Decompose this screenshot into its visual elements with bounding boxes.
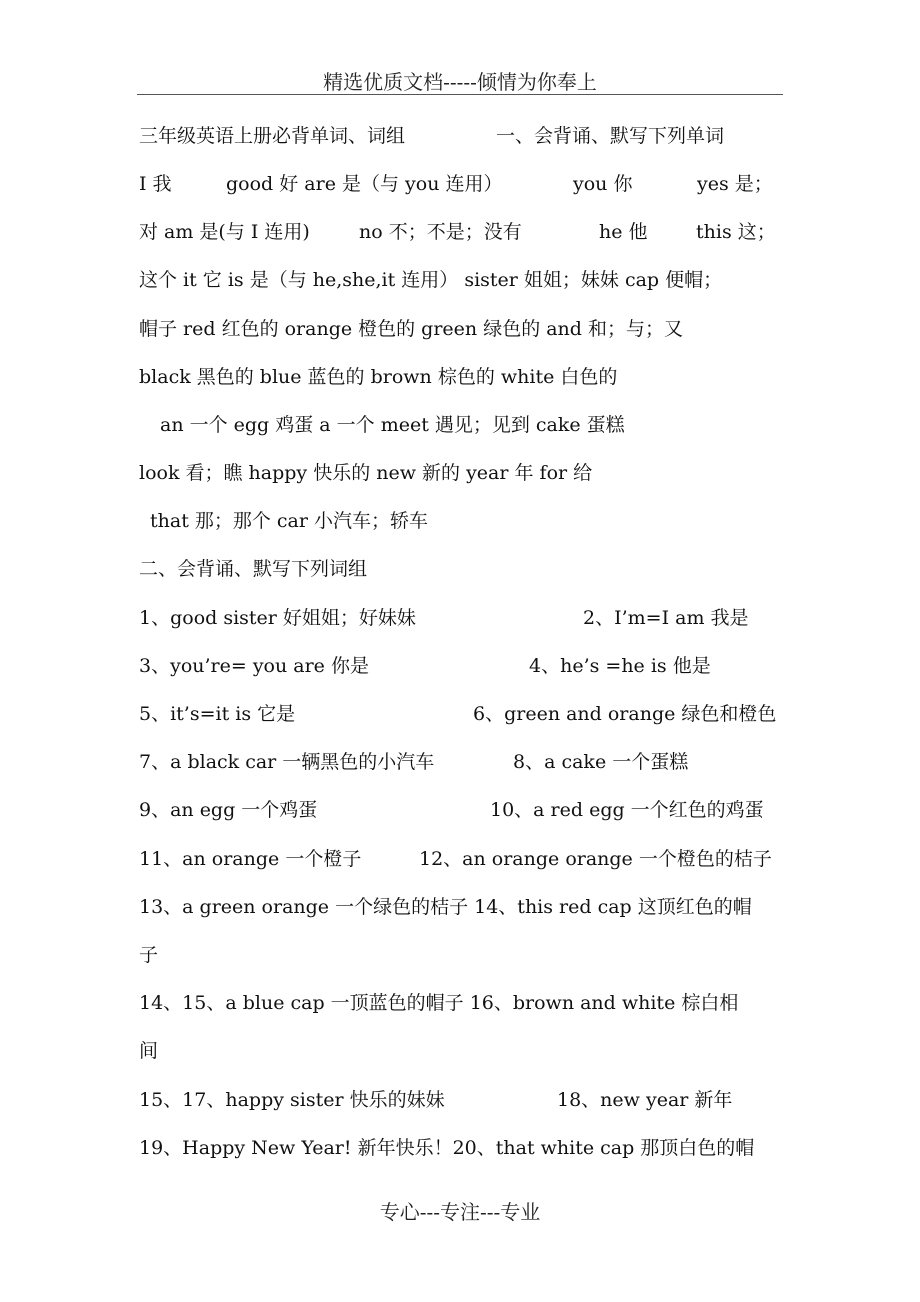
phrase-line-8-cont [139,1031,799,1071]
word-line-8 [139,501,799,541]
word-entry: 对 am 是(与 I 连用) [139,221,310,243]
phrase-entry: 5、it’s=it is 它是 [139,703,296,725]
phrase-entry: 8、a cake 一个蛋糕 [513,751,689,773]
phrase-line-9 [139,1080,799,1120]
phrase-entry: 12、an orange orange 一个橙色的桔子 [419,848,772,870]
section2-line [139,549,799,589]
phrase-line-3 [139,694,799,734]
word-entry: 这个 it 它 is 是（与 he,she,it 连用） sister 姐姐；妹妹 cap 便帽； [139,269,723,291]
phrase-entry: 6、green and orange 绿色和橙色 [473,703,777,725]
word-entry: that 那；那个 car 小汽车；轿车 [150,510,429,532]
phrase-line-6 [139,839,799,879]
phrase-line-4 [139,742,799,782]
word-line-1 [139,164,799,204]
phrase-entry: 2、I’m=I am 我是 [583,607,749,629]
phrase-entry: 18、new year 新年 [557,1089,733,1111]
phrase-entry: 9、an egg 一个鸡蛋 [139,799,318,821]
word-entry: black 黑色的 blue 蓝色的 brown 棕色的 white 白色的 [139,366,618,388]
section1-title: 一、会背诵、默写下列单词 [496,125,725,147]
phrase-line-1 [139,598,799,638]
phrase-entry: 19、Happy New Year! 新年快乐！20、that white cap 那顶白色的帽 [139,1137,755,1159]
phrase-entry: 13、a green orange 一个绿色的桔子 14、this red cap 这顶红色的帽 [139,896,752,918]
phrase-line-5 [139,790,799,830]
phrase-line-10 [139,1128,799,1168]
phrase-entry: 子 [139,944,159,966]
phrase-entry: 7、a black car 一辆黑色的小汽车 [139,751,435,773]
page-header: 精选优质文档-----倾情为你奉上 [323,70,597,94]
word-line-2 [139,212,799,252]
phrase-entry: 4、he’s =he is 他是 [529,655,711,677]
word-entry: yes 是； [697,173,773,195]
phrase-entry: 间 [139,1040,159,1062]
word-entry: good 好 are 是（与 you 连用） [226,173,503,195]
phrase-entry: 3、you’re= you are 你是 [139,655,369,677]
word-entry: look 看；瞧 happy 快乐的 new 新的 year 年 for 给 [139,462,593,484]
word-line-5 [139,357,799,397]
word-line-7 [139,453,799,493]
word-entry: this 这； [696,221,776,243]
word-line-4 [139,309,799,349]
phrase-entry: 15、17、happy sister 快乐的妹妹 [139,1089,445,1111]
phrase-line-7 [139,887,799,927]
word-entry: no 不；不是；没有 [359,221,522,243]
phrase-line-2 [139,646,799,686]
word-entry: he 他 [599,221,648,243]
phrase-entry: 14、15、a blue cap 一顶蓝色的帽子 16、brown and white 棕白相 [139,992,739,1014]
phrase-entry: 10、a red egg 一个红色的鸡蛋 [490,799,764,821]
title-line [139,116,799,156]
phrase-entry: 11、an orange 一个橙子 [139,848,362,870]
document-title: 三年级英语上册必背单词、词组 [139,125,406,147]
page-footer: 专心---专注---专业 [379,1200,541,1224]
word-entry: 帽子 red 红色的 orange 橙色的 green 绿色的 and 和；与；又 [139,318,683,340]
word-line-6 [139,405,799,445]
word-entry: I 我 [139,173,172,195]
phrase-line-7-cont [139,935,799,975]
phrase-line-8 [139,983,799,1023]
phrase-entry: 1、good sister 好姐姐；好妹妹 [139,607,416,629]
word-entry: you 你 [573,173,633,195]
word-line-3 [139,260,799,300]
word-entry: an 一个 egg 鸡蛋 a 一个 meet 遇见；见到 cake 蛋糕 [160,414,625,436]
section2-title: 二、会背诵、默写下列词组 [139,558,368,580]
header-divider [137,94,783,95]
